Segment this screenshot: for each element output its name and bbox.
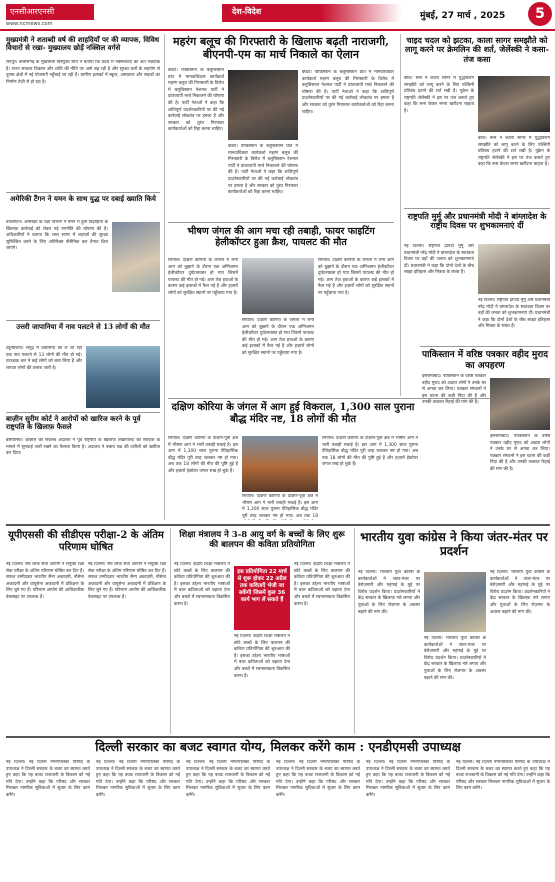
left-story-2-photo [112,222,160,292]
section-divider [6,524,550,526]
modi-story-photo [478,244,550,294]
bottom-story-body-col-6: नई दिल्ली। नई दिल्ली नगरपालिका परिषद के उपाध्यक्ष ने दिल्ली सरकार के बजट का स्वागत करते हुए कहा कि यह बजट राजधानी के विकास को नई गति देगा। उन्होंने कहा कि परिषद और सरकार मिलकर नागरिक सुविधाओं में सुधार के लिए काम करेंगे। [456,760,550,792]
left-story-1-body: रायपुर। छत्तीसगढ़ के मुख्यमंत्री विष्णुदेव साय ने बताया कि प्रदेश में नक्सलवाद का अंत नज़दीक है। राज्य सरकार विकास और शांति की नीति पर आगे बढ़ रही है और सुरक्षा बलों के सहयोग से दूरस्थ क्षेत्रों में नई योजनाएँ पहुँचाई जा रही हैं। ग्रामीण इलाकों में स्कूल, अस्पताल और सड़कों का निर्माण तेज़ी से हो रहा है। [6,60,160,85]
logo-website: www.ncrnews.com [6,21,53,27]
upsc-story-body: नई दिल्ली। संघ लोक सेवा आयोग ने संयुक्त रक्षा सेवा परीक्षा के अंतिम परिणाम घोषित कर दिए हैं। सफल उम्मीदवार भारतीय सैन्य अकादमी, नौसेना अकादमी और वायुसेना अकादमी में प्रशिक्षण के लिए चुने गए हैं। परिणाम आयोग की आधिकारिक वेबसाइट पर उपलब्ध हैं। [6,562,84,600]
divider [168,222,394,223]
left-story-4-body: ब्रासीलिया। ब्राज़ील की सर्वोच्च अदालत ने पूर्व राष्ट्रपति के खिलाफ़ तख्तापलट की साज़िश के मामले में सुनवाई जारी रखने का फैसला किया है। अदालत ने बचाव पक्ष की दलीलों को खारिज कर दिया। [6,438,160,457]
upsc-story-body-col-2: नई दिल्ली। संघ लोक सेवा आयोग ने संयुक्त रक्षा सेवा परीक्षा के अंतिम परिणाम घोषित कर दिए हैं। सफल उम्मीदवार भारतीय सैन्य अकादमी, नौसेना अकादमी और वायुसेना अकादमी में प्रशिक्षण के लिए चुने गए हैं। परिणाम आयोग की आधिकारिक वेबसाइट पर उपलब्ध हैं। [88,562,166,600]
bottom-story-body-col-5: नई दिल्ली। नई दिल्ली नगरपालिका परिषद के उपाध्यक्ष ने दिल्ली सरकार के बजट का स्वागत करते हुए कहा कि यह बजट राजधानी के विकास को नई गति देगा। उन्होंने कहा कि परिषद और सरकार मिलकर नागरिक सुविधाओं में सुधार के लिए काम करेंगे। [366,760,450,798]
congress-story-headline: भारतीय युवा कांग्रेस ने किया जंतर-मंतर पर प्रदर्शन [360,530,548,559]
main-story-headline: महरंग बलूच की गिरफ्तारी के खिलाफ बढ़ती नाराजगी, बीएनपी-एम का मार्च निकाले का ऐलान [173,35,389,61]
edition-date: मुंबई, 27 मार्च , 2025 [420,11,506,21]
edu-callout-box: इस प्रतियोगिता 22 मार्च से शुरू होकर 22 अप्रैल तक कविताएँ भेजी जा सकेंगी जिसमें कुल 36 कार्य भाग लें सकते हैं [234,566,290,630]
bottom-story-headline: दिल्ली सरकार का बजट स्वागत योग्य, मिलकर करेंगे काम : एनडीएमसी उपाध्यक्ष [95,739,461,754]
modi-story-body-col-2: नई दिल्ली। राष्ट्रपति द्रौपदी मुर्मू और प्रधानमंत्री नरेंद्र मोदी ने बांग्लादेश के स्वतंत्रता दिवस पर वहाँ की जनता को शुभकामनाएं दीं। प्रधानमंत्री ने कहा कि दोनों देशों के बीच साझा इतिहास और मित्रता के संबंध हैं। [478,298,550,330]
divider [6,320,160,321]
divider [6,192,160,193]
main-story-photo [228,70,298,140]
korea-story-headline: दक्षिण कोरिया के जंगल में आग हुई विकराल, 1,300 साल पुराना बौद्ध मंदिर नष्ट, 18 लोगों की मौत [171,402,415,425]
congress-story-photo [424,572,486,632]
bottom-story-body-col-2: नई दिल्ली। नई दिल्ली नगरपालिका परिषद के उपाध्यक्ष ने दिल्ली सरकार के बजट का स्वागत करते हुए कहा कि यह बजट राजधानी के विकास को नई गति देगा। उन्होंने कहा कि परिषद और सरकार मिलकर नागरिक सुविधाओं में सुधार के लिए काम करेंगे। [96,760,180,798]
left-story-4-headline: बाज़ीन सुरीम कोर्ट ने आरोपों को खारिज करने के पूर्व राष्ट्रपति के खिलाफ़ फैसले [6,414,141,432]
column-rule [400,34,401,396]
congress-story-body-col-2: नई दिल्ली। भारतीय युवा कांग्रेस के कार्यकर्ताओं ने जंतर-मंतर पर बेरोज़गारी और महंगाई के मुद्दे पर विरोध प्रदर्शन किया। प्रदर्शनकारियों ने केंद्र सरकार के खिलाफ़ नारे लगाए और युवाओं के लिए रोज़गार के अवसर बढ़ाने की मांग की। [424,636,486,681]
congress-story-body-col-3: नई दिल्ली। भारतीय युवा कांग्रेस के कार्यकर्ताओं ने जंतर-मंतर पर बेरोज़गारी और महंगाई के मुद्दे पर विरोध प्रदर्शन किया। प्रदर्शनकारियों ने केंद्र सरकार के खिलाफ़ नारे लगाए और युवाओं के लिए रोज़गार के अवसर बढ़ाने की मांग की। [490,570,550,615]
main-story-body-col-1: क्वेटा। पाकिस्तान के बलूचिस्तान प्रांत में मानवाधिकार कार्यकर्ता महरंग बलूच की गिरफ्तारी के विरोध में बलूचिस्तान नेशनल पार्टी ने प्रांतव्यापी मार्च निकालने की घोषणा की है। पार्टी नेताओं ने कहा कि शांतिपूर्ण प्रदर्शनकारियों पर की गई कार्रवाई लोकतंत्र पर हमला है और सरकार को तुरंत गिरफ्तार कार्यकर्ताओं को रिहा करना चाहिए। [168,68,224,133]
newspaper-logo: एनसीआरएनसी [6,4,94,20]
left-story-3-body: ट्यूनीशिया। समुद्र में प्रवासियों को ले जा रही एक नाव पलटने से 13 लोगों की मौत हो गई। तटरक्षक बल ने कई लोगों को बचा लिया है और लापता लोगों की तलाश जारी है। [6,346,82,371]
section-divider [6,736,550,738]
pak-story-photo [490,378,550,430]
edu-story-headline: शिक्षा मंत्रालय ने 3-8 आयु वर्ग के बच्चों के लिए शुरू की बालपन की कविता प्रतियोगिता [179,530,345,551]
edu-story-body-col-2: नई दिल्ली। केंद्रीय शिक्षा मंत्रालय ने छोटे बच्चों के लिए बालपन की कविता प्रतियोगिता की शुरुआत की है। इसका उद्देश्य भारतीय भाषाओं में बाल कविताओं को बढ़ावा देना और बच्चों में रचनात्मकता विकसित करना है। [234,634,290,679]
bottom-story-body-col-4: नई दिल्ली। नई दिल्ली नगरपालिका परिषद के उपाध्यक्ष ने दिल्ली सरकार के बजट का स्वागत करते हुए कहा कि यह बजट राजधानी के विकास को नई गति देगा। उन्होंने कहा कि परिषद और सरकार मिलकर नागरिक सुविधाओं में सुधार के लिए काम करेंगे। [276,760,360,798]
left-story-2-body: वाशिंगटन। अमेरिका के रक्षा विभाग ने यमन में हूती विद्रोहियों के खिलाफ़ कार्रवाई को लेकर नई रणनीति की घोषणा की है। अधिकारियों ने बताया कि लाल सागर में जहाज़ों की सुरक्षा सुनिश्चित करने के लिए अतिरिक्त नौसैनिक बल तैनात किए जाएंगे। [6,220,108,252]
korea-story-body-col-2: सियोल। दक्षिण कोरिया के दक्षिण-पूर्वी क्षेत्र में भीषण आग ने भारी तबाही मचाई है। इस आग में 1,300 साल पुराना ऐतिहासिक बौद्ध मंदिर पूरी तरह जलकर नष्ट हो गया। अब तक 18 [242,494,318,519]
divider [420,346,550,347]
modi-story-body: नई दिल्ली। राष्ट्रपति द्रौपदी मुर्मू और प्रधानमंत्री नरेंद्र मोदी ने बांग्लादेश के स्वतंत्रता दिवस पर वहाँ की जनता को शुभकामनाएं दीं। प्रधानमंत्री ने कहा कि दोनों देशों के बीच साझा इतिहास और मित्रता के संबंध हैं। [404,244,474,276]
left-story-3-headline: उत्तरी जापानिया में नाव पलटने से 13 लोगों की मौत [16,322,150,331]
column-rule [354,528,355,734]
edu-story-body: नई दिल्ली। केंद्रीय शिक्षा मंत्रालय ने छोटे बच्चों के लिए बालपन की कविता प्रतियोगिता की शुरुआत की है। इसका उद्देश्य भारतीय भाषाओं में बाल कविताओं को बढ़ावा देना और बच्चों में रचनात्मकता विकसित करना है। [174,562,230,607]
left-story-3-photo [86,346,160,408]
edu-story-body-col-3: नई दिल्ली। केंद्रीय शिक्षा मंत्रालय ने छोटे बच्चों के लिए बालपन की कविता प्रतियोगिता की शुरुआत की है। इसका उद्देश्य भारतीय भाषाओं में बाल कविताओं को बढ़ावा देना और बच्चों में रचनात्मकता विकसित करना है। [294,562,350,607]
masthead-rule [0,29,555,31]
left-story-1-headline: मुख्यमंत्री ने शताब्दी वर्ष की शाहदियाँ पर की व्यापक, विविध विचारों से रखा- मुख्यालय छोड़ें नक्सिल वर्गसे [6,35,160,53]
main-story-body-col-3: क्वेटा। पाकिस्तान के बलूचिस्तान प्रांत में मानवाधिकार कार्यकर्ता महरंग बलूच की गिरफ्तारी के विरोध में बलूचिस्तान नेशनल पार्टी ने प्रांतव्यापी मार्च निकालने की घोषणा की है। पार्टी नेताओं ने कहा कि शांतिपूर्ण प्रदर्शनकारियों पर की गई कार्रवाई लोकतंत्र पर हमला है और सरकार को तुरंत गिरफ्तार कार्यकर्ताओं को रिहा करना चाहिए। [302,70,394,115]
visa-story-body: कीव। रूस ने काला सागर में युद्धविराम समझौते को लागू करने के लिए पश्चिमी प्रतिबंध हटाने की शर्त रखी है। यूक्रेन के राष्ट्रपति जेलेंस्की ने इस पर तंज कसते हुए कहा कि रूस केवल समय खरीदना चाहता है। [404,76,474,114]
pak-story-headline: पाकिस्तान में वरिष्ठ पत्रकार वहीद मुराद का अपहरण [421,350,549,371]
masthead [0,0,555,30]
fire-story-body: सियोल। दक्षिण कोरिया के जंगलों में लगी आग को बुझाने के दौरान एक अग्निशमन हेलीकॉप्टर दुर्घटनाग्रस्त हो गया जिसमें पायलट की मौत हो गई। आग तेज़ हवाओं के कारण कई इलाकों में फैल गई है और हज़ारों लोगों को सुरक्षित स्थानों पर पहुँचाया गया है। [168,258,238,296]
upsc-story-headline: यूपीएससी की सीडीएस परीक्षा-2 के अंतिम परिणाम घोषित [8,530,164,553]
section-label: देश-विदेश [232,7,262,16]
bottom-story-body-col-3: नई दिल्ली। नई दिल्ली नगरपालिका परिषद के उपाध्यक्ष ने दिल्ली सरकार के बजट का स्वागत करते हुए कहा कि यह बजट राजधानी के विकास को नई गति देगा। उन्होंने कहा कि परिषद और सरकार मिलकर नागरिक सुविधाओं में सुधार के लिए काम करेंगे। [186,760,270,798]
visa-story-headline: चाइद चदल को झटका, काला सागर समझौते को लागू करने पर क्रेमलिन की शर्त, जेलेंस्की ने कसा-तंज कसा [405,35,549,64]
left-story-2-headline: अमेरिकी टैंगन ने यमन के साथ युद्ध पर दबाई ख्याति किये [9,194,156,203]
fire-story-body-col-2: सियोल। दक्षिण कोरिया के जंगलों में लगी आग को बुझाने के दौरान एक अग्निशमन हेलीकॉप्टर दुर्घटनाग्रस्त हो गया जिसमें पायलट की मौत हो गई। आग तेज़ हवाओं के कारण कई इलाकों में फैल गई है और हज़ारों लोगों को सुरक्षित स्थानों पर पहुँचाया गया है। [242,318,314,356]
divider [6,412,160,413]
visa-story-photo [478,76,550,132]
visa-story-body-col-2: कीव। रूस ने काला सागर में युद्धविराम समझौते को लागू करने के लिए पश्चिमी प्रतिबंध हटाने की शर्त रखी है। यूक्रेन के राष्ट्रपति जेलेंस्की ने इस पर तंज कसते हुए कहा कि रूस केवल समय खरीदना चाहता है। [478,136,550,168]
pak-story-body: इस्लामाबाद। पाकिस्तान के वरिष्ठ पत्रकार वहीद मुराद को अज्ञात लोगों ने उनके घर से अगवा कर लिया। पत्रकार संगठनों ने इस घटना की कड़ी निंदा की है और उनकी तत्काल रिहाई की मांग की है। [422,374,486,406]
pak-story-body-col-2: इस्लामाबाद। पाकिस्तान के वरिष्ठ पत्रकार वहीद मुराद को अज्ञात लोगों ने उनके घर से अगवा कर लिया। पत्रकार संगठनों ने इस घटना की कड़ी निंदा की है और उनकी तत्काल रिहाई की मांग की है। [490,434,550,472]
divider [404,208,550,209]
bottom-story-body-col-1: नई दिल्ली। नई दिल्ली नगरपालिका परिषद के उपाध्यक्ष ने दिल्ली सरकार के बजट का स्वागत करते हुए कहा कि यह बजट राजधानी के विकास को नई गति देगा। उन्होंने कहा कि परिषद और सरकार मिलकर नागरिक सुविधाओं में सुधार के लिए काम करेंगे। [6,760,90,798]
korea-story-body-col-3: सियोल। दक्षिण कोरिया के दक्षिण-पूर्वी क्षेत्र में भीषण आग ने भारी तबाही मचाई है। इस आग में 1,300 साल पुराना ऐतिहासिक बौद्ध मंदिर पूरी तरह जलकर नष्ट हो गया। अब तक 18 लोगों की मौत की पुष्टि हुई है और हज़ारों हेक्टेयर जंगल राख हो चुके हैं। [322,436,418,468]
main-story-body-col-2: क्वेटा। पाकिस्तान के बलूचिस्तान प्रांत में मानवाधिकार कार्यकर्ता महरंग बलूच की गिरफ्तारी के विरोध में बलूचिस्तान नेशनल पार्टी ने प्रांतव्यापी मार्च निकालने की घोषणा की है। पार्टी नेताओं ने कहा कि शांतिपूर्ण प्रदर्शनकारियों पर की गई कार्रवाई लोकतंत्र पर हमला है और सरकार को तुरंत गिरफ्तार कार्यकर्ताओं को रिहा करना चाहिए। [228,144,298,196]
korea-story-photo [242,436,318,492]
korea-story-body: सियोल। दक्षिण कोरिया के दक्षिण-पूर्वी क्षेत्र में भीषण आग ने भारी तबाही मचाई है। इस आग में 1,300 साल पुराना ऐतिहासिक बौद्ध मंदिर पूरी तरह जलकर नष्ट हो गया। अब तक 18 लोगों की मौत की पुष्टि हुई है और हज़ारों हेक्टेयर जंगल राख हो चुके हैं। [168,436,238,474]
fire-story-headline: भीषण जंगल की आग मचा रही तबाही, फायर फाइटिंग हेलीकॉप्टर हुआ क्रैश, पायलट की मौत [187,226,375,249]
fire-story-body-col-3: सियोल। दक्षिण कोरिया के जंगलों में लगी आग को बुझाने के दौरान एक अग्निशमन हेलीकॉप्टर दुर्घटनाग्रस्त हो गया जिसमें पायलट की मौत हो गई। आग तेज़ हवाओं के कारण कई इलाकों में फैल गई है और हज़ारों लोगों को सुरक्षित स्थानों पर पहुँचाया गया है। [318,258,394,296]
congress-story-body: नई दिल्ली। भारतीय युवा कांग्रेस के कार्यकर्ताओं ने जंतर-मंतर पर बेरोज़गारी और महंगाई के मुद्दे पर विरोध प्रदर्शन किया। प्रदर्शनकारियों ने केंद्र सरकार के खिलाफ़ नारे लगाए और युवाओं के लिए रोज़गार के अवसर बढ़ाने की मांग की। [358,570,420,615]
column-rule [170,528,171,734]
fire-story-photo [242,258,314,314]
page-number: 5 [528,2,552,26]
modi-story-headline: राष्ट्रपति मुर्मू और प्रधानमंत्री मोदी ने बांग्लादेश के राष्ट्रीय दिवस पर शुभकामनाएं दीं [407,211,547,231]
column-rule [164,34,165,520]
